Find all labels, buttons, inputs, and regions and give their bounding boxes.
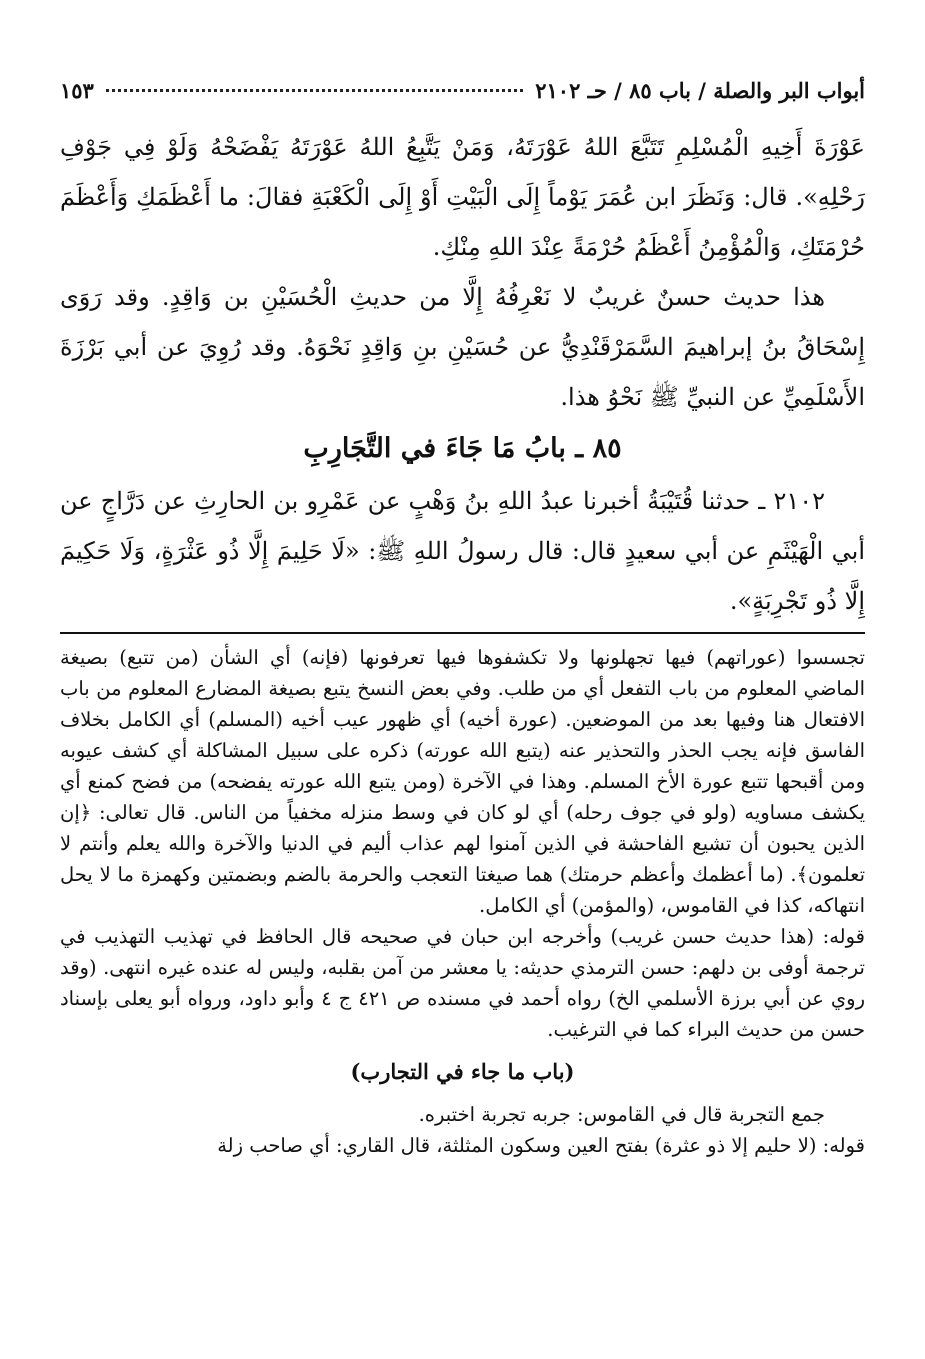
commentary-paragraph-1: تجسسوا (عوراتهم) فيها تجهلونها ولا تكشفوها فيها تعرفونها (فإنه) أي الشأن (من تتبع) بصيغة الماضي المعلوم من باب التفعل أي من طلب. وفي بعض النسخ يتبع بصيغة المضارع المعلوم من باب الافتعال هنا وفيها بعد من الموضعين. (عورة أخيه) أي ظهور عيب أخيه (المسلم) أي الكامل بخلاف الفاسق فإنه يجب الحذر والتحذير عنه (يتبع الله عورته) ذكره على سبيل المشاكلة أي كشف عيوبه ومن أقبحها تتبع عورة الأخ المسلم. وهذا في الآخرة (ومن يتبع الله عورته يفضحه) من فضح كمنع أي يكشف مساويه (ولو في جوف رحله) أي لو كان في وسط منزله مخفياً من الناس. قال تعالى: ﴿إن الذين يحبون أن تشيع الفاحشة في الذين آمنوا لهم عذاب أليم في الدنيا والآخرة والله يعلم وأنتم لا تعلمون﴾. (ما أعظمك وأعظم حرمتك) هما صيغتا التعجب والحرمة بالضم وبضمتين وكهمزة ما لا يحل انتهاكه، كذا في القاموس، (والمؤمن) أي الكامل. [60,646,865,917]
page-number: ١٥٣ [60,78,94,103]
main-paragraph-2: هذا حديث حسنٌ غريبٌ لا نَعْرِفُهُ إِلَّا من حديثِ الْحُسَيْنِ بن وَاقِدٍ. وقد رَوَى إِسْحَاقُ بنُ إبراهيمَ السَّمَرْقَنْدِيُّ عن حُسَيْنِ بنِ وَاقِدٍ نَحْوَهُ. وقد رُوِيَ عن أبي بَرْزَةَ الأَسْلَمِيِّ عن النبيِّ ﷺ نَحْوُ هذا. [60,283,865,411]
main-text [60,122,865,626]
main-paragraph-1: عَوْرَةَ أَخِيهِ الْمُسْلِمِ تَتَبَّعَ اللهُ عَوْرَتَهُ، وَمَنْ يَتَّبِعُ اللهُ عَوْرَتَهُ يَفْضَحْهُ وَلَوْ فِي جَوْفِ رَحْلِهِ». قال: وَنَظَرَ ابن عُمَرَ يَوْماً إِلَى الْبَيْتِ أَوْ إِلَى الْكَعْبَةِ فقالَ: ما أَعْظَمَكِ وَأَعْظَمَ حُرْمَتَكِ، وَالْمُؤْمِنُ أَعْظَمُ حُرْمَةً عِنْدَ اللهِ مِنْكِ. [60,133,865,261]
footnote-divider [60,632,865,634]
commentary-paragraph-4: قوله: (لا حليم إلا ذو عثرة) بفتح العين وسكون المثلثة، قال القاري: أي صاحب زلة [217,1134,865,1157]
commentary-paragraph-3: جمع التجربة قال في القاموس: جربه تجربة اختبره. [418,1103,825,1126]
running-header [60,78,865,114]
book-page [60,78,865,1161]
commentary-paragraph-2: قوله: (هذا حديث حسن غريب) وأخرجه ابن حبان في صحيحه قال الحافظ في تهذيب التهذيب في ترجمة أوفى بن دلهم: حسن الترمذي حديثه: يا معشر من آمن بقلبه، وليس له عنده غيره انتهى. (وقد روي عن أبي برزة الأسلمي الخ) رواه أحمد في مسنده ص ٤٢١ ج ٤ وأبو داود، ورواه أبو يعلى بإسناد حسن من حديث البراء كما في الترغيب. [60,925,865,1041]
running-title: أبواب البر والصلة / باب ٨٥ / حـ ٢١٠٢ [535,78,865,103]
commentary [60,642,865,1161]
commentary-section-title: (باب ما جاء في التجارب) [350,1059,575,1084]
header-dots [106,89,523,92]
chapter-title: ٨٥ ـ بابُ مَا جَاءَ في التَّجَارِبِ [303,433,622,464]
hadith-paragraph: ٢١٠٢ ـ حدثنا قُتَيْبَةُ أخبرنا عبدُ اللهِ بنُ وَهْبٍ عن عَمْرِو بن الحارِثِ عن دَرَّاجٍ عن أبي الْهَيْثَمِ عن أبي سعيدٍ قال: قال رسولُ اللهِ ﷺ: «لَا حَلِيمَ إِلَّا ذُو عَثْرَةٍ، وَلَا حَكِيمَ إِلَّا ذُو تَجْرِبَةٍ». [60,487,865,615]
